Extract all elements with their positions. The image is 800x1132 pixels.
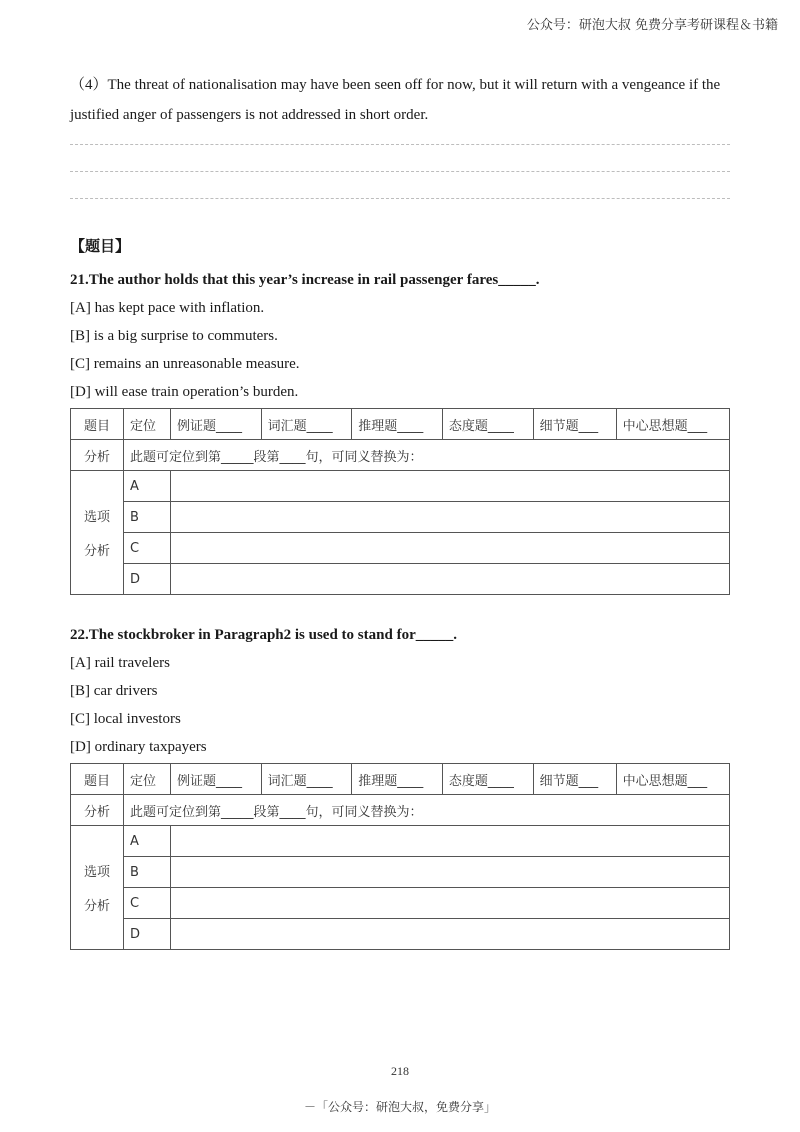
label-xuanxiang: 选项 [83,865,110,880]
option-letter-c: C [124,533,171,564]
option-d-analysis-cell[interactable] [171,564,730,595]
option-d: [D] ordinary taxpayers [70,739,207,755]
option-a-analysis-cell[interactable] [171,471,730,502]
type-lizheng: 例证题____ [171,409,262,440]
dashed-answer-line [70,144,730,145]
option-letter-c: C [124,888,171,919]
type-taidu: 态度题____ [442,409,533,440]
paragraph-4: （4）The threat of nationalisation may have been seen off for now, but it will return with a vengeance if the justified anger of passengers is not addressed in short order. [70,77,721,123]
label-timu: 题目 [71,409,124,440]
option-c-analysis-cell[interactable] [171,533,730,564]
label-xuanxiang: 选项 [83,510,110,525]
label-dingwei: 定位 [124,764,171,795]
type-tuili: 推理题____ [352,409,443,440]
type-tuili: 推理题____ [352,764,443,795]
type-taidu: 态度题____ [442,764,533,795]
label-fenxi: 分析 [71,440,124,471]
option-c: [C] local investors [70,711,181,727]
header-note: 公众号：研泡大叔 免费分享考研课程＆书籍 [526,18,778,33]
locate-sentence: 此题可定位到第_____段第____句，可同义替换为： [124,795,730,826]
question-22 [70,621,730,950]
option-letter-b: B [124,502,171,533]
type-cihui: 词汇题____ [261,764,352,795]
analysis-table [70,408,730,595]
option-b-analysis-cell[interactable] [171,502,730,533]
option-letter-d: D [124,564,171,595]
option-d: [D] will ease train operation’s burden. [70,384,299,400]
type-zhongxin: 中心思想题___ [616,764,729,795]
option-b-analysis-cell[interactable] [171,857,730,888]
option-letter-d: D [124,919,171,950]
page-content [70,70,730,950]
option-letter-a: A [124,471,171,502]
option-b: [B] car drivers [70,683,158,699]
label-fenxi-2: 分析 [83,899,110,914]
option-b: [B] is a big surprise to commuters. [70,328,278,344]
option-a: [A] rail travelers [70,655,170,671]
label-option-analysis [71,826,124,950]
label-option-analysis [71,471,124,595]
label-fenxi: 分析 [71,795,124,826]
label-dingwei: 定位 [124,409,171,440]
locate-sentence: 此题可定位到第_____段第____句，可同义替换为： [124,440,730,471]
question-21 [70,266,730,595]
option-letter-a: A [124,826,171,857]
section-label: 【题目】 [70,237,131,255]
type-zhongxin: 中心思想题___ [616,409,729,440]
type-cihui: 词汇题____ [261,409,352,440]
page-number: 218 [391,1064,409,1078]
option-a-analysis-cell[interactable] [171,826,730,857]
label-timu: 题目 [71,764,124,795]
option-c-analysis-cell[interactable] [171,888,730,919]
type-xijie: 细节题___ [533,764,616,795]
type-lizheng: 例证题____ [171,764,262,795]
question-stem: 22.The stockbroker in Paragraph2 is used to stand for_____. [70,627,457,643]
type-xijie: 细节题___ [533,409,616,440]
analysis-table [70,763,730,950]
label-fenxi-2: 分析 [83,544,110,559]
option-letter-b: B [124,857,171,888]
option-a: [A] has kept pace with inflation. [70,300,265,316]
question-stem: 21.The author holds that this year’s increase in rail passenger fares_____. [70,272,540,288]
dashed-answer-line [70,198,730,199]
dashed-answer-line [70,171,730,172]
footer-note: －「公众号：研泡大叔，免费分享」 [303,1100,496,1114]
option-c: [C] remains an unreasonable measure. [70,356,300,372]
option-d-analysis-cell[interactable] [171,919,730,950]
translation-lines [70,144,730,199]
